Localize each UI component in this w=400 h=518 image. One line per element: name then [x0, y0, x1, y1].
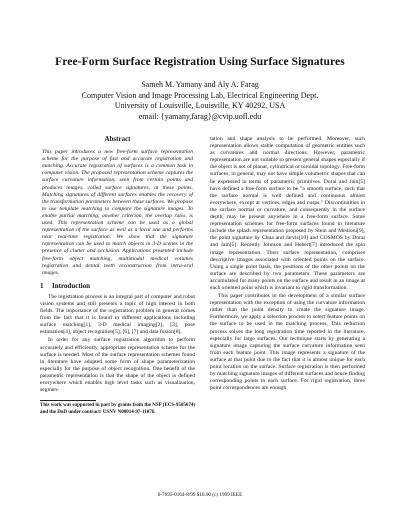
intro-paragraph-1: The registration process is an integral part of computer and robot vision systems and still presents a topic of high interest in both fields. The importance of the registration problem in general comes from the fact that it is found in different applications including surface matching[1], 3-D medical imaging[2], [3], pose estimation[4], object recognition[5], [6], [7] and data fusion[8]. — [40, 293, 195, 336]
author-names: Sameh M. Yamany and Aly A. Farag — [141, 80, 259, 89]
section-heading-introduction — [40, 283, 195, 290]
footer-copyright: 0-7695-0164-8/99 $10.00 (c) 1999 IEEE — [157, 492, 243, 498]
right-paragraph-2: This paper contributes in the development of a similar surface representation with the exception of using the curvature information rather than the point density to create the signature image. Furthermore, we apply a selection process to select feature points on the surface to be used in the matching process. This reduction process solves the long registration time reported in the literature, especially for large surfaces. Our technique starts by generating a signature image capturing the surface curvature information seen from each feature point. This image represents a signature of the surface at that point due to the fact that it is almost unique for each point location on the surface. Surface registration is then performed by matching signature images of different surfaces and hence finding corresponding points in each surface. For rigid registration, three point correspondences are enough — [210, 293, 365, 392]
right-column — [210, 136, 365, 392]
left-column — [40, 136, 195, 416]
funding-footnote: This work was supported in part by grants from the NSF (ECS-9505674) and the DoD under contract: USNV N00014-97-11076. — [40, 403, 195, 415]
author-block — [0, 80, 400, 122]
abstract-heading: Abstract — [104, 135, 131, 143]
section-title: Introduction — [52, 281, 90, 290]
footnote-divider — [40, 400, 96, 401]
abstract-text: This paper introduces a new free-form surface representation scheme for the purpose of fast and accurate registration and matching. Accurate registration of surfaces is a common task in computer vision. The proposed representation scheme captures the surface curvature information, seen from certain points and produces images, called surface signatures, at these points. Matching signatures of different surfaces enables the recovery of the transformation parameters between these surfaces. We propose to use template matching to compare the signature images. To enable partial matching, another criterion, the overlap ratio, is used. This representation scheme can be used as a global representation of the surface as well as a local one and performs near real-time registration. We show that the signature representation can be used to match objects in 3-D scenes in the presence of clutter and occlusion. Applications presented include free-form object matching, multimodal medical volumes registration and dental teeth reconstruction from intra-oral images. — [42, 149, 193, 276]
author-lab: Computer Vision and Image Processing Lab, Electrical Engineering Dept. — [81, 90, 319, 100]
section-number: 1 — [40, 281, 44, 290]
intro-paragraph-2: In order for any surface registration algorithm to perform accurately and efficiently, appropriate representation scheme for the surface is needed. Most of the surface representation schemes found in literature have adopted some form of shape parameterization especially for the purpose of object recognition. One benefit of the parametric representation is that the shape of the object is defined everywhere which enables high level tasks such as visualization, segmen- — [40, 337, 195, 394]
author-email: email: {yamany,farag}@cvip.uofl.edu — [138, 111, 262, 121]
paper-title: Free-Form Surface Registration Using Surface Signatures — [55, 56, 345, 68]
author-university: University of Louisville, Louisville, KY 40292, USA — [114, 101, 286, 111]
right-paragraph-1: tation and shape analysis to be performed. Moreover, such representation allows stable computation of geometric entities such as curvatures and normal directions. However, parametric representation are not suitable to present general shapes especially if the object is not of planar, cylindrical or toroidal topology. Free-form surfaces, in general, may not have simple volumetric shapes that can be expressed in terms of parametric primitives. Dorai and Jain[5] have defined a free-form surface to be "a smooth surface, such that the surface normal is well defined and continuous almost everywhere, except at vertices, edges and cusps." Discontinuities in the surface normal or curvature, and consequently in the surface depth, may be present anywhere in a free-form surface. Some representation schemes for free-form surfaces found in literature include the splash representation proposed by Stein and Medioni[9], the point signature by Chua and Jarvis[10] and COSMOS by Dorai and Jain[5]. Recently Johnson and Hebert[7] introduced the spin image representation. Their surface representation, comprises descriptive images associated with oriented points on the surface. Using a single point basis, the positions of the other points on the surface are described by two parameters. These parameters are accumulated for many points on the surface and result in an image at each oriented point which is invariant to rigid transformation. — [210, 136, 365, 291]
